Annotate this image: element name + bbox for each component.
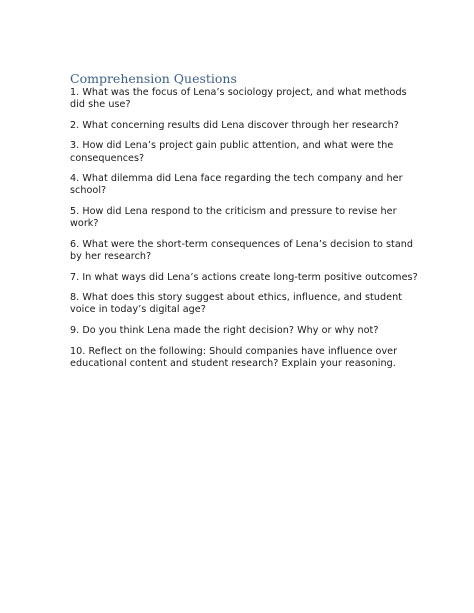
question-4: 4. What dilemma did Lena face regarding the tech company and her school? bbox=[70, 173, 403, 197]
question-7: 7. In what ways did Lena’s actions create long-term positive outcomes? bbox=[70, 271, 418, 283]
question-2: 2. What concerning results did Lena discover through her research? bbox=[70, 119, 399, 131]
question-6: 6. What were the short-term consequences of Lena’s decision to stand by her research? bbox=[70, 238, 414, 262]
document-content bbox=[70, 71, 420, 378]
question-3: 3. How did Lena’s project gain public attention, and what were the consequences? bbox=[70, 140, 394, 164]
section-heading: Comprehension Questions bbox=[70, 71, 237, 86]
question-1: 1. What was the focus of Lena’s sociology project, and what methods did she use? bbox=[70, 87, 407, 111]
question-10: 10. Reflect on the following: Should companies have influence over educational content and student research? Explain your reasoning. bbox=[70, 345, 398, 369]
question-5: 5. How did Lena respond to the criticism and pressure to revise her work? bbox=[70, 205, 397, 230]
question-8: 8. What does this story suggest about ethics, influence, and student voice in today’s digital age? bbox=[70, 292, 403, 316]
question-list bbox=[70, 87, 420, 370]
question-9: 9. Do you think Lena made the right decision? Why or why not? bbox=[70, 324, 379, 336]
